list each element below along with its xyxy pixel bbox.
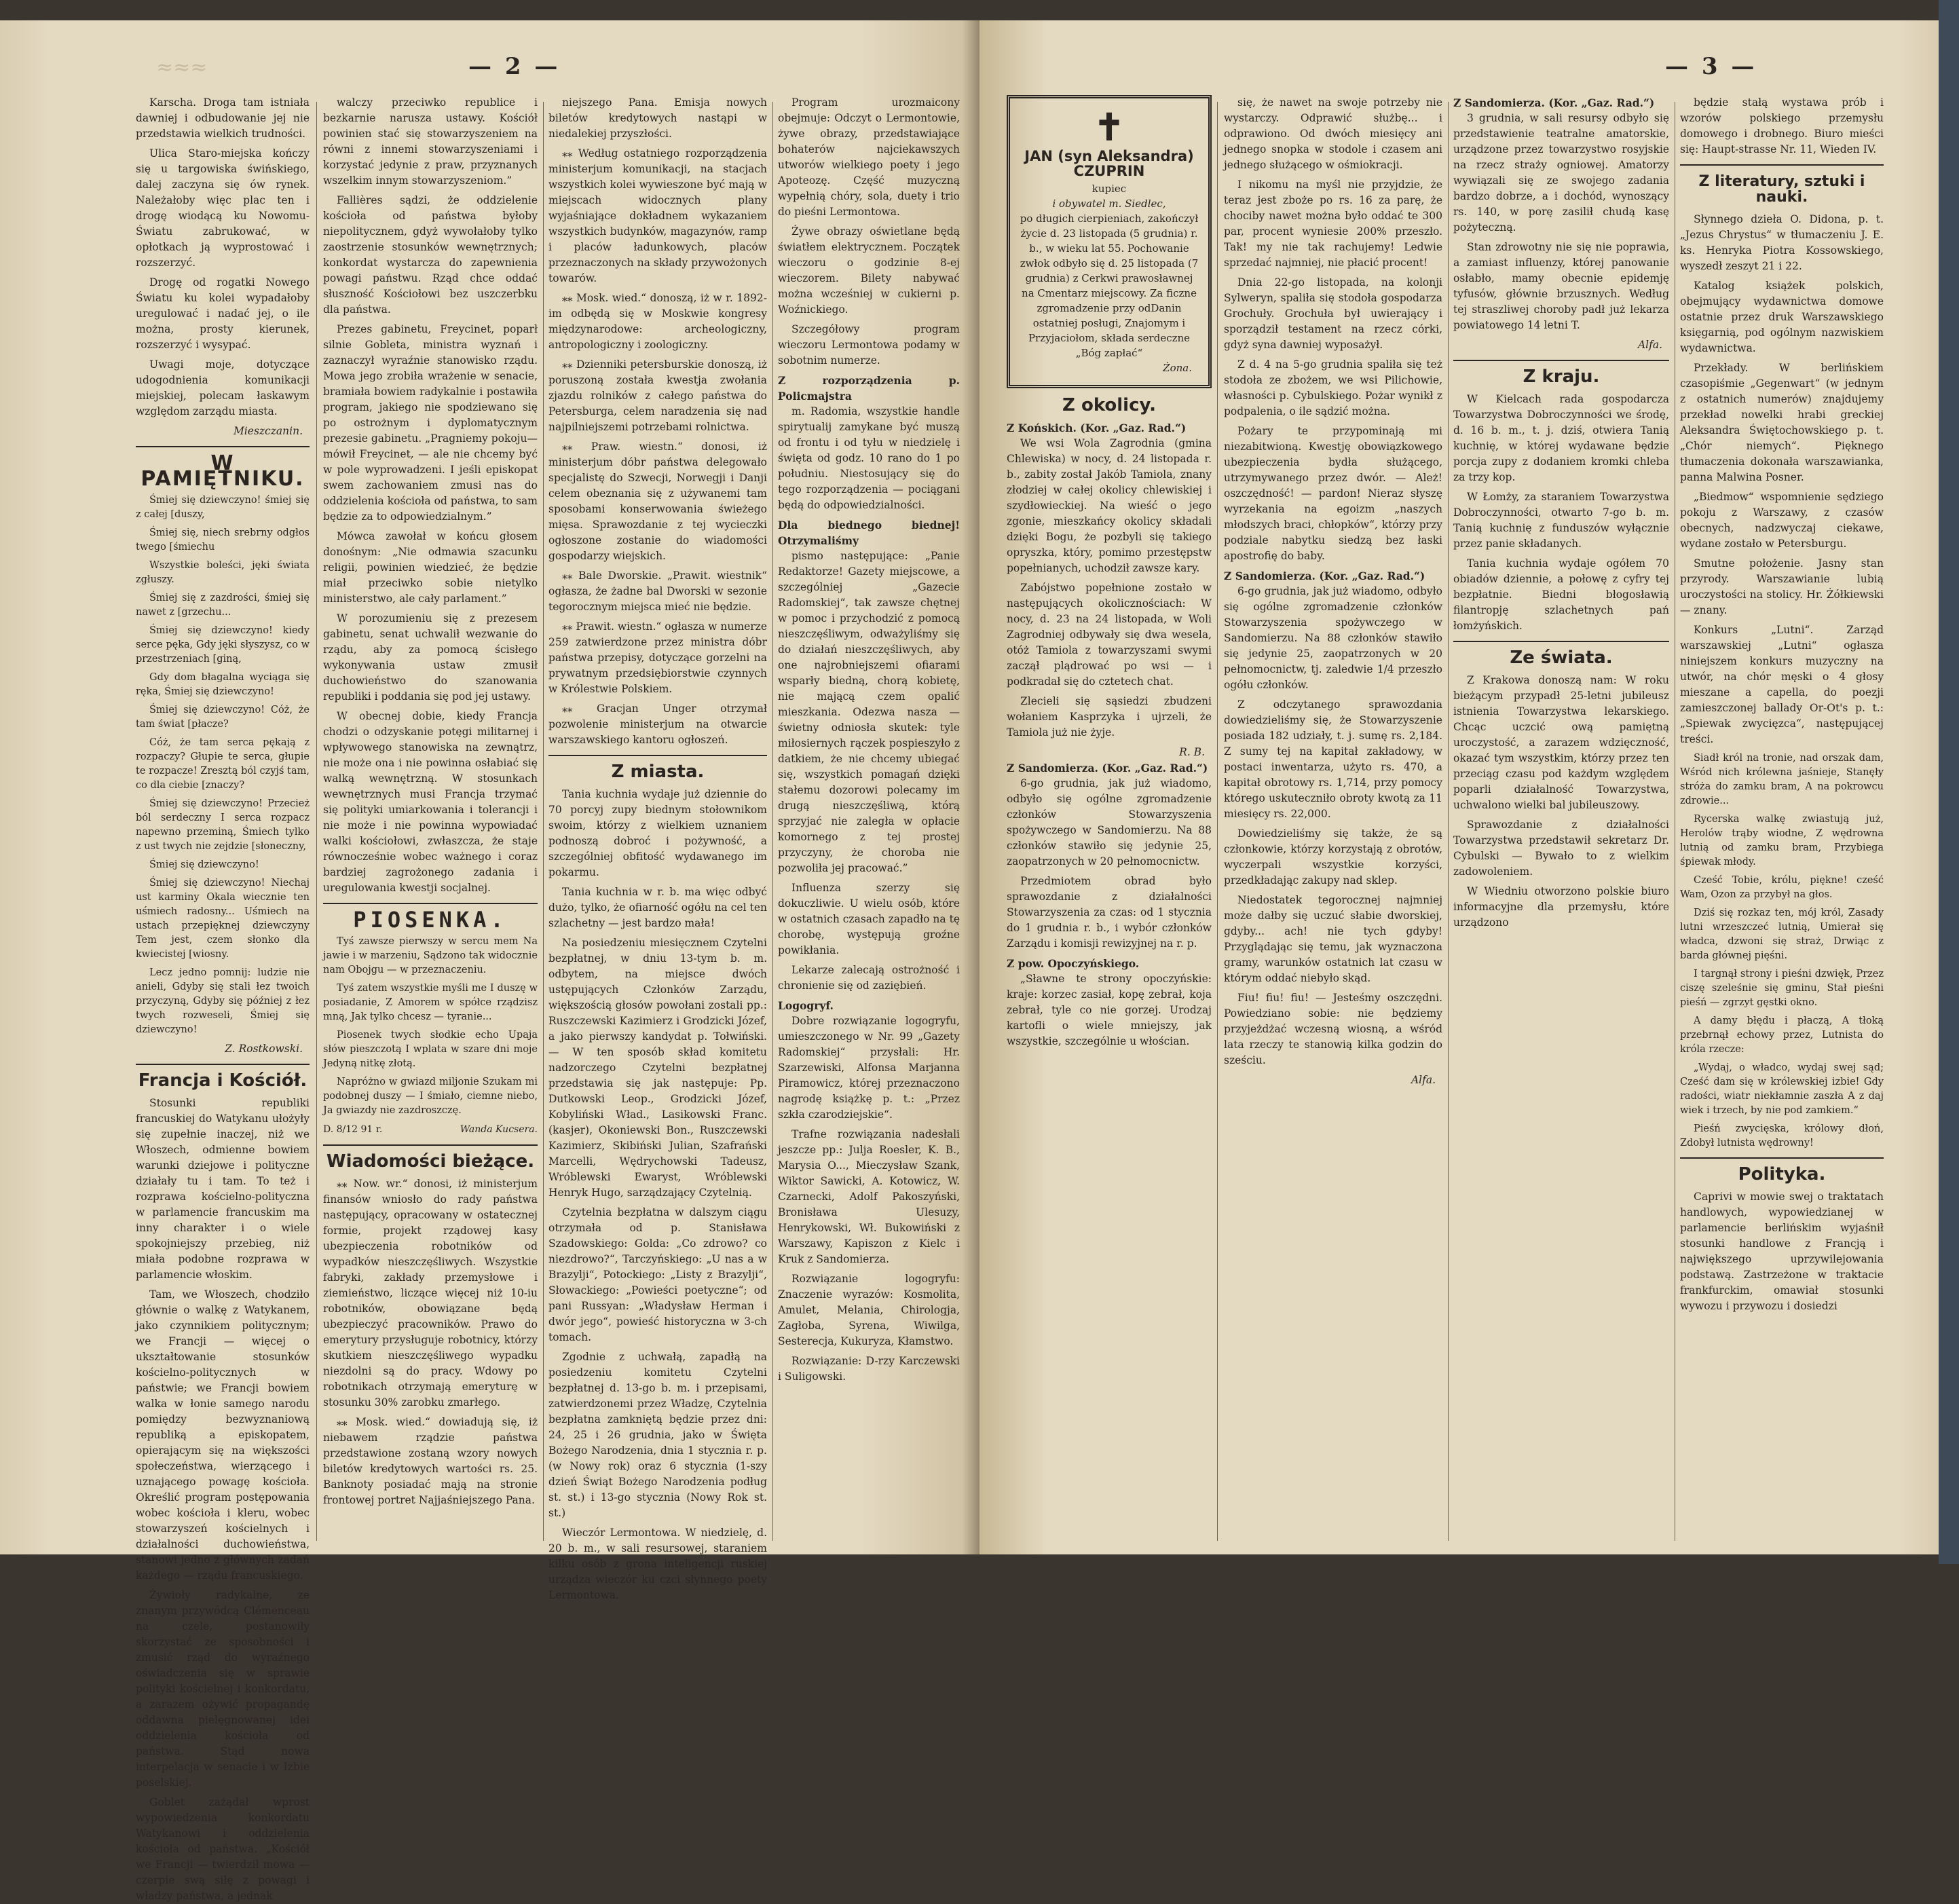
poem-stanza: Śmiej się, niech srebrny odgłos twego [śmiechu bbox=[136, 527, 310, 553]
paragraph: Tania kuchnia wydaje ogółem 70 obiadów dziennie, a połowę z cyfry tej bezpłatnie. Biedni błogosławią filantropję szlachetnych pań łomżyńskich. bbox=[1453, 557, 1669, 632]
paragraph: W obecnej dobie, kiedy Francja chodzi o odzyskanie potęgi militarnej i wpływowego stanowiska na zewnątrz, nie może ona i nie powinna osłabiać się walką wewnętrzną. W stosunkach wewnętrznych musi Francja trzymać się polityki umiarkowania i tolerancji i nie może i nie powinna wypowiadać walki kościołowi, zwłaszcza, że staje równocześnie wobec ważnego i coraz bardziej zagrożonego zadania i uregulowania kwestji socjalnej. bbox=[323, 710, 538, 894]
binding-strip bbox=[1939, 0, 1959, 1564]
divider bbox=[1453, 360, 1669, 361]
paragraph: We wsi Wola Zagrodnia (gmina Chlewiska) w nocy, d. 24 listopada r. b., zabity został Jakób Tamiola, znany złodziej w całej okolicy chlewiskiej i szydłowieckiej. Na wieść o jego zgonie, mieszkańcy okolicy składali dzięki Bogu, że pozbyli się takiego opryszka, który, pomimo przestępstw popełnianych, uchodził zawsze kary. bbox=[1007, 437, 1212, 574]
paragraph: Goblet zażądał wprost wypowiedzenia konkordatu Watykanowi i oddzielenia kościoła od państwa. „Kościół we Francji — twierdził mowa — czerpie swą siłę z powagi i władzy państwa, a jednak bbox=[136, 1796, 310, 1902]
section-heading: Z kraju. bbox=[1523, 367, 1600, 387]
column-divider bbox=[316, 102, 317, 1541]
poem-stanza: Śmiej się dziewczyno! Przecież ból serdeczny I serca rozpacz napewno przeminą, Śmiech tylko z ust twych nie zejdzie [słoneczny, bbox=[136, 798, 310, 852]
column-3 bbox=[548, 95, 767, 1601]
paragraph: walczy przeciwko republice i bezkarnie narusza ustawy. Kościół powinien stać się stowarzyszeniem na równi z innemi stowarzyszeniami i korzystać jedynie z praw, przyznanych wszelkim innym stowarzyszeniom.” bbox=[323, 96, 538, 187]
paragraph: Prezes gabinetu, Freycinet, poparł silnie Gobleta, ministra wyznań i zaznaczył wyraźnie stanowisko rządu. Mowa jego zrobiła wrażenie w senacie, bramiała bowiem radykalnie i postawiła program, jakiego nie spodziewano się po ostrożnym i dyplomatycznym prezesie gabinetu. „Pragniemy pokoju—mówił Freycinet, — ale nie chcemy być w pole wyprowadzeni. I jeśli episkopat swem zachowaniem zmusi nas do oddzielenia kościoła od państwa, to sam będzie za to odpowiedzialnym.” bbox=[323, 323, 538, 523]
paragraph: Słynnego dzieła O. Didona, p. t. „Jezus Chrystus“ w tłumaczeniu J. E. ks. Henryka Piotra Kossowskiego, wyszedł zeszyt 21 i 22. bbox=[1680, 213, 1884, 272]
subheading: Z rozporządzenia p. Policmajstra bbox=[778, 374, 960, 403]
column-1 bbox=[1007, 95, 1212, 1548]
paragraph: się, że nawet na swoje potrzeby nie wystarczy. Odprawić służbę... i odprawiono. Od dwóch miesięcy ani jednego snopka w stodole i czasem ani jednego służącego w ośmiokracji. bbox=[1224, 96, 1442, 171]
column-4 bbox=[778, 95, 960, 1548]
poem-stanza: Cóż, że tam serca pękają z rozpaczy? Głupie te serca, głupie te rozpacze! Zresztą ból czyjś tam, co dla ciebie [znaczy? bbox=[136, 737, 310, 791]
paragraph: W Wiedniu otworzono polskie biuro informacyjne dla przemysłu, które urządzono bbox=[1453, 885, 1669, 929]
song-stanza: Piosenek twych słodkie echo Upaja słów pieszczotą I wplata w szare dni moje Jedyną nitkę złotą. bbox=[323, 1030, 538, 1069]
song-stanza: Tyś zatem wszystkie myśli me I duszę w posiadanie, Z Amorem w spółce rządzisz mną, Jak tylko chcesz — tyranie... bbox=[323, 983, 538, 1022]
song-date: D. 8/12 91 r. bbox=[323, 1124, 383, 1135]
divider bbox=[323, 903, 538, 904]
subheading: Z Sandomierza. (Kor. „Gaz. Rad.“) bbox=[1007, 762, 1208, 774]
song-stanza: Napróżno w gwiazd miljonie Szukam mi podobnej duszy — I śmiało, ciemne niebo, Ja gwiazdy nie zazdroszczę. bbox=[323, 1077, 538, 1116]
paragraph: Katalog książek polskich, obejmujący wydawnictwa domowe ostatnie przez druk Warszawskiego księgarnią, pod ogólnym nazwiskiem wydawnictwa. bbox=[1680, 280, 1884, 354]
paragraph: pismo następujące: „Panie Redaktorze! Gazety miejscowe, a szczególniej „Gazecie Radomskiej“, tak zawsze chętnej w pomoc i przychodzić z pomocą nieszczęśliwym, odważyliśmy się do działań nieszczęśliwych, aby one najrobniejszemi ofiarami wsparły biedną, chorą kobietę, nie mającą czem opalić mieszkania. Odezwa nasza — świetny odniosła skutek: tyle miłosiernych rączek pospieszyło z datkiem, że nie chcemy ubiegać się, wszystkich pomagań dzięki stałemu dozorowi polecamy im drugą nieszczęśliwą, którą sprzyjać nie zaległa w opłacie komornego z tej prostej przyczyny, że choroba nie pozwoliła jej pracować.” bbox=[778, 550, 960, 874]
poem-stanza: Śmiej się dziewczyno! bbox=[149, 859, 259, 870]
paragraph: Z odczytanego sprawozdania dowiedzieliśmy się, że Stowarzyszenie posiada 182 udziały, t. j. sumę rs. 2,184. Z sumy tej na kapitał zakładowy, w postaci inwentarza, użyto rs. 470, a kapitał obrotowy rs. 1,714, przy pomocy którego uskuteczniło obroty kwotą za 11 miesięcy rs. 22,000. bbox=[1224, 698, 1442, 820]
paragraph: ⁎⁎ Now. wr.“ donosi, iż ministerjum finansów wniosło do rady państwa następujący, opracowany w ostatecznej formie, projekt rządowej kasy ubezpieczenia robotników od wypadków nieszczęśliwych. Wszystkie fabryki, zakłady przemysłowe i ziemieństwo, liczące więcej niż 10-iu robotników, obowiązane będą ubezpieczyć pracowników. Prawo do emerytury przysługuje robotnicy, którzy skutkiem nieszczęśliwego wypadku niezdolni są do pracy. Wdowy po robotnikach otrzymają emeryturę w stosunku 30% zarobku zmarłego. bbox=[323, 1178, 538, 1408]
paragraph: Caprivi w mowie swej o traktatach handlowych, wypowiedzianej w parlamencie berlińskim wyjaśnił stosunki handlowe z Francją i największego uprzywilejowania podstawą. Zastrzeżone w traktacie frankfurckim, omawiał stosunki wywozu i przywozu i dosiedzi bbox=[1680, 1191, 1884, 1312]
poem-stanza: Śmiej się dziewczyno! Cóż, że tam świat [płacze? bbox=[136, 705, 310, 730]
obituary-signature: Żona. bbox=[1163, 362, 1192, 374]
paragraph: Fallières sądzi, że oddzielenie kościoła od państwa byłoby niepolitycznem, gdyż wywołałoby tylko zaostrzenie stosunków wewnętrznych; konkordat wystarcza do zapewnienia powagi państwu. Rząd chce oddać słuszność Kościołowi bez uszczerbku dla państwa. bbox=[323, 194, 538, 316]
subheading: Z Sandomierza. (Kor. „Gaz. Rad.“) bbox=[1224, 570, 1425, 582]
poem-stanza: Dziś się rozkaz ten, mój król, Zasady lutni wrzeszczeć lutnią, Umierał się władca, dzwoni się straż, Drwiąc z barda głównej pięśni. bbox=[1680, 908, 1884, 961]
divider bbox=[136, 446, 310, 447]
paragraph: ⁎⁎ Prawit. wiestn.“ ogłasza w numerze 259 zatwierdzone przez ministra dóbr państwa przepisy, dotyczące gorzelni na prywatnym przedsiębiorstwie czynnych w Królestwie Polskiem. bbox=[548, 620, 767, 695]
paragraph: Stosunki republiki francuskiej do Watykanu ułożyły się zupełnie inaczej, niż we Włoszech, odmienne bowiem warunki dziejowe i polityczne działały tu i tam. To też i rozprawa kościelno-polityczna w parlamencie francuskim ma inny charakter i o wiele spokojniejszy przebieg, niż miała podobne rozprawa w parlamencie włoskim. bbox=[136, 1097, 310, 1281]
paragraph: 6-go grudnia, jak już wiadomo, odbyło się ogólne zgromadzenie członków Stowarzyszenia spożywczego w Sandomierzu. Na 88 członków stawiło się jedynie 25, zaopatrzonych w 20 pełnomocnictw. bbox=[1007, 777, 1212, 867]
section-heading: PIOSENKA. bbox=[353, 907, 508, 933]
paragraph: Dobre rozwiązanie logogryfu, umieszczonego w Nr. 99 „Gazety Radomskiej“ przysłali: Hr. Szarzewiski, Alfonsa Marjanna Piramowicz, której przeznaczono nagrodę książkę p. t.: „Przez szkła czarodziejskie“. bbox=[778, 1015, 960, 1121]
cross-icon: ✝ bbox=[1094, 105, 1125, 149]
poem-stanza: Śmiej się dziewczyno! śmiej się z całej [duszy, bbox=[136, 495, 310, 520]
paragraph: Z Krakowa donoszą nam: W roku bieżącym przypadł 25-letni jubileusz istnienia Towarzystwa lekarskiego. Chcąc uczcić ową pamiętną uroczystość, a zarazem wdzięczność, okazać tym wszystkim, którzy przez ten przeciąg czasu pod każdym względem poparli działalność Towarzystwa, uchwalono wielki bal jubileuszowy. bbox=[1453, 674, 1669, 811]
paragraph: Pożary te przypominają mi niezabitwioną. Kwestję obowiązkowego ubezpieczenia bydła służącego, utrzymywanego przez dwór. — Ależ! oszczędność! — pardon! Nieraz słyszę wyrzekania na egoizm „naszych młodszych braci, chłopków“, którzy przy podziale nabytku siedzą bez łaski apostrofię do baby. bbox=[1224, 425, 1442, 562]
paragraph: Tania kuchnia wydaje już dziennie do 70 porcyj zupy biednym stołownikom swoim, którzy z wielkiem uznaniem podnoszą dobroć i pożywność, a szczególniej obfitość wydawanego im pokarmu. bbox=[548, 788, 767, 878]
poem-stanza: Wszystkie boleści, jęki świata zgłuszy. bbox=[136, 560, 310, 585]
divider bbox=[1453, 641, 1669, 642]
paragraph: Zlecieli się sąsiedzi zbudzeni wołaniem Kasprzyka i ujrzeli, że Tamiola już nie żyje. bbox=[1007, 695, 1212, 739]
subheading: Dla biednego biednej! Otrzymaliśmy bbox=[778, 519, 960, 547]
paragraph: „Sławne te strony opoczyńskie: kraje: korzec zasiał, kopę zebrał, koja zebrał, tyle co nie gorzej. Urodzaj kartofli o wiele mniejszy, jak wszystkie, szczególnie u włościan. bbox=[1007, 973, 1212, 1047]
paragraph: Program urozmaicony obejmuje: Odczyt o Lermontowie, żywe obrazy, przedstawiające bohaterów najciekawszych utworów wielkiego poety i jego Apoteozę. Część muzyczną wypełnią chóry, sola, duety i trio do pieśni Lermontowa. bbox=[778, 96, 960, 218]
column-divider bbox=[543, 102, 544, 1541]
right-page bbox=[980, 20, 1939, 1554]
signature: Mieszczanin. bbox=[233, 425, 303, 437]
paragraph: Tam, we Włoszech, chodziło głównie o walkę z Watykanem, jako czynnikiem politycznym; we Francji — więcej o ukształtowanie stosunków kościelno-politycznych w państwie; we Francji bowiem walka w łonie samego narodu pomiędzy bezwyznaniową republiką a episkopatem, opierającym się na większości społeczeństwa, wierzącego i uznającego powagę kościoła. Określić program postępowania wobec kościoła i kleru, wobec stowarzyszeń kościelnych i działalności duchowieństwa, stanowi jedno z głównych zadań każdego — rządu francuskiego. bbox=[136, 1288, 310, 1582]
divider bbox=[1680, 164, 1884, 166]
poem-stanza: I targnął strony i pieśni dzwięk, Przez ciszę szeleśnie się gminu, Stał pieśni pieśń — zgrzyt gęstki okno. bbox=[1680, 969, 1884, 1008]
paragraph: 6-go grudnia, jak już wiadomo, odbyło się ogólne zgromadzenie członków Stowarzyszenia spożywczego w Sandomierzu. Na 88 członków stawiło się jedynie 25, zaopatrzonych w 20 pełnomocnictw, tj. zaledwie 1/4 przeszło ogółu członków. bbox=[1224, 585, 1442, 691]
paragraph: Dowiedzieliśmy się także, że są członkowie, którzy korzystają z obrotów, wyczerpali wszystkie korzyści, przedkładając zakupy nad sklep. bbox=[1224, 827, 1442, 886]
paragraph: ⁎⁎ Mosk. wied.“ dowiadują się, iż niebawem rządzie państwa przedstawione zostaną wzory nowych biletów kredytowych wartości rs. 25. Banknoty posiadać mają na stronie frontowej portret Najjaśniejszego Pana. bbox=[323, 1416, 538, 1506]
column-1 bbox=[136, 95, 310, 1902]
paragraph: „Biedmow“ wspomnienie sędziego pokoju z Warszawy, z czasów obecnych, nadzwyczaj ciekawe, wydane zostało w Petersburgu. bbox=[1680, 491, 1884, 550]
paragraph: Przekłady. W berlińskiem czasopiśmie „Gegenwart“ (w jednym z ostatnich numerów) znajdujemy przekład nowelki hrabi greckiej Aleksandra Świętochowskiego p. t. „Chór niemych“. Pięknego tłumaczenia dokonała warszawianka, panna Malwina Posner. bbox=[1680, 362, 1884, 483]
paragraph: Smutne położenie. Jasny stan przyrody. Warszawianie lubią uroczystości na stolicy. Hr. Żółkiewski — znany. bbox=[1680, 557, 1884, 616]
paragraph: Żywioły radykalne, ze znanym przywódcą Clémenceau na czele, postanowiły skorzystać ze sposobności i zmusić rząd do wyraźnego oświadczenia się w sprawie polityki kościelnej i konkordatu, a zarazem ożywić propagandę oddawna pielęgnowanej idei oddzielenia kościoła od państwa. Stąd nowa interpelacja w senacie i w Izbie poselskiej. bbox=[136, 1589, 310, 1789]
signature: Z. Rostkowski. bbox=[225, 1043, 303, 1055]
paragraph: m. Radomia, wszystkie handle spirytualij zamykane być muszą od frontu i od tyłu w niedzielę i święta od godz. 10 rano do 1 po południu. Niestosujący się do tego rozporządzenia — pociągani będą do odpowiedzialności. bbox=[778, 405, 960, 511]
poem-stanza: Śmiej się z zazdrości, śmiej się nawet z [grzechu... bbox=[136, 593, 310, 618]
column-2 bbox=[323, 95, 538, 1548]
left-page bbox=[0, 20, 980, 1902]
column-2 bbox=[1224, 95, 1442, 1548]
bleed-through-text: ≈≈≈ bbox=[156, 56, 208, 79]
paragraph: Zgodnie z uchwałą, zapadłą na posiedzeniu komitetu Czytelni bezpłatnej d. 13-go b. m. i przepisami, zatwierdzonemi przez Władzę, Czytelnia bezpłatna zamkniętą będzie przez dni: 24, 25 i 26 grudnia, jako w Święta Bożego Narodzenia, dnia 1 stycznia r. p. (w Nowy rok) oraz 6 stycznia (1-szy dzień Świąt Bożego Narodzenia podług st. st.) i 13-go stycznia (Nowy Rok st. st.) bbox=[548, 1351, 767, 1519]
paragraph: Karscha. Droga tam istniała dawniej i odbudowanie jej nie przedstawia wielkich trudności. bbox=[136, 96, 310, 140]
subheading: Logogryf. bbox=[778, 999, 834, 1012]
section-heading: Polityka. bbox=[1738, 1164, 1826, 1184]
section-heading: Francja i Kościół. bbox=[138, 1070, 307, 1091]
signature: R. B. bbox=[1179, 746, 1205, 758]
paragraph: 3 grudnia, w sali resursy odbyło się przedstawienie teatralne amatorskie, urządzone przez towarzystwo rosyjskie na rzecz straży ogniowej. Amatorzy wywiązali się ze swojego zadania bardzo dobrze, a i dochód, wynoszący rs. 140, w porę zasilił chudą kasę pożyteczną. bbox=[1453, 112, 1669, 234]
poem-stanza: „Wydaj, o władco, wydaj swej sąd; Cześć dam się w królewskiej izbie! Gdy radości, wiatr niekłamnie zaszła A z daj wiek i trzech, by nie pod zamkiem.“ bbox=[1680, 1062, 1884, 1116]
signature: Wanda Kucsera. bbox=[460, 1124, 538, 1135]
paragraph: ⁎⁎ Mosk. wied.“ donoszą, iż w r. 1892-im odbędą się w Moskwie kongresy międzynarodowe: archeologiczny, antropologiczny i zoologiczny. bbox=[548, 292, 767, 351]
poem-stanza: Cześć Tobie, królu, piękne! cześć Wam, Ozon za przybył na głos. bbox=[1680, 875, 1884, 900]
signature: Alfa. bbox=[1411, 1074, 1436, 1086]
song-stanza: Tyś zawsze pierwszy w sercu mem Na jawie i w marzeniu, Sądzono tak widocznie nam Obojgu — w przeznaczeniu. bbox=[323, 936, 538, 975]
column-3 bbox=[1453, 95, 1669, 1548]
paragraph: W porozumieniu się z prezesem gabinetu, senat uchwalił wezwanie do rządu, aby za pomocą ścisłego wykonywania ustaw zmusił duchowieństwo do szanowania republiki i poddania się pod jej ustawy. bbox=[323, 612, 538, 703]
signature: Alfa. bbox=[1637, 339, 1662, 351]
divider bbox=[1680, 1157, 1884, 1159]
section-heading: Wiadomości bieżące. bbox=[326, 1151, 535, 1172]
paragraph: Lekarze zalecają ostrożność i chronienie się od zaziębień. bbox=[778, 964, 960, 992]
obituary-text: po długich cierpieniach, zakończył życie d. 23 listopada (5 grudnia) r. b., w wieku lat 55. Pochowanie zwłok odbyło się d. 25 listopada (7 grudnia) z Cerkwi prawosławnej na Cmentarz miejscowy. Za ficzne zgromadzenie przy odDanin ostatniej posługi, Znajomym i Przyjaciołom, składa serdeczne „Bóg zapłać“ bbox=[1020, 212, 1199, 359]
section-heading: Ze świata. bbox=[1510, 648, 1613, 668]
divider bbox=[323, 1144, 538, 1146]
paragraph: ⁎⁎ Bale Dworskie. „Prawit. wiestnik“ ogłasza, że żadne bal Dworski w sezonie tegorocznym miejsca mieć nie będzie. bbox=[548, 570, 767, 613]
paragraph: Tania kuchnia w r. b. ma więc odbyć dużo, tylko, że ofiarność ogółu na cel ten szlachetny — jest bardzo mała! bbox=[548, 886, 767, 929]
paragraph: Dnia 22-go listopada, na kolonji Sylweryn, spaliła się stodoła gospodarza Grochuły. Grochuła był uwierający i sporządził testament na rzecz córki, gdyż syna dawniej wyposażył. bbox=[1224, 276, 1442, 351]
subheading: Z Końskich. (Kor. „Gaz. Rad.“) bbox=[1007, 422, 1187, 434]
section-heading: W PAMIĘTNIKU. bbox=[141, 451, 305, 491]
paragraph: W Łomży, za staraniem Towarzystwa Dobroczynności, otwarto 7-go b. m. Tanią kuchnię z funduszów wyłącznie przez panie składanych. bbox=[1453, 491, 1669, 550]
poem-stanza: Śmiej się dziewczyno! kiedy serce pęka, Gdy jęki słyszysz, co w przestrzeniach [giną, bbox=[136, 625, 310, 665]
paragraph: W Kielcach rada gospodarcza Towarzystwa Dobroczynności we środę, d. 16 b. m., t. j. dziś, otwiera Tanią kuchnię, w której wydawane będzie porcja zupy z dodaniem kromki chleba za trzy kop. bbox=[1453, 393, 1669, 483]
paragraph: ⁎⁎ Praw. wiestn.“ donosi, iż ministerjum dóbr państwa delegowało specjalistę do Szwecji, Norwegji i Danji celem obeznania się z używanemi tam sposobami konserwowania świeżego mięsa. Sprawozdanie z tej wycieczki ogłoszone zostanie do wiadomości gospodarzy wiejskich. bbox=[548, 441, 767, 562]
column-4 bbox=[1680, 95, 1884, 1548]
paragraph: Rozwiązanie: D-rzy Karczewski i Suligowski. bbox=[778, 1355, 960, 1383]
paragraph: Konkurs „Lutni“. Zarząd warszawskiej „Lutni“ ogłasza niniejszem konkurs muzyczny na utwór, na chór męski o 4 głosy mieszane a capella, do poezji zamieszczonej ballady Or-Ot's p. t.: „Spiewak zwycięzca“, następującej treści. bbox=[1680, 624, 1884, 745]
obituary-name: JAN (syn Aleksandra) CZUPRIN bbox=[1024, 148, 1194, 179]
paragraph: Żywe obrazy oświetlane będą światłem elektrycznem. Początek wieczoru o godzinie 8-ej wieczorem. Bilety nabywać można wcześniej w cukierni p. Woźnickiego. bbox=[778, 225, 960, 316]
paragraph: Ulica Staro-miejska kończy się u targowiska świńskiego, dalej zaczyna się ów rynek. Należałoby więc plac ten i drogę wiodącą ku Nowomu-Światu zabrukować, w opłotkach ją wyprostować i rozszerzyć. bbox=[136, 147, 310, 269]
paragraph: Wieczór Lermontowa. W niedzielę, d. 20 b. m., w sali resursowej, staraniem kilku osób z grona inteligencji ruskiej urządza wieczór ku czci słynnego poety Lermontowa. bbox=[548, 1527, 767, 1601]
obituary-role: kupiec bbox=[1092, 183, 1127, 195]
section-heading: Z okolicy. bbox=[1062, 395, 1156, 415]
paragraph: Na posiedzeniu miesięcznem Czytelni bezpłatnej, w dniu 13-tym b. m. odbytem, na miejsce dwóch ustępujących Członków Zarządu, większością głosów powołani zostali pp.: Ruszczewski Kazimierz i Grodzicki Józef, a jako pierwszy kandydat p. Tołwiński. — W ten sposób skład komitetu nadzorczego Czytelni bezpłatnej przedstawia się jak następuje: Pp. Dutkowski Leop., Grodzicki Józef, Kobyliński Wład., Lasikowski Franc. (kasjer), Okoniewski Bon., Ruszczewski Kazimierz, Skibiński Julian, Szafrański Marcelli, Wędrychowski Tadeusz, Wróblewski Ewaryst, Wróblewski Henryk Hugo, sarządzający Czytelnią. bbox=[548, 937, 767, 1199]
paragraph: Mówca zawołał w końcu głosem donośnym: „Nie odmawia szacunku religii, powinien wiedzieć, że będzie miał przeciwko sobie nietylko ministerstwo, ale cały parlament.” bbox=[323, 530, 538, 605]
paragraph: Drogę od rogatki Nowego Światu ku kolei wypadałoby uregulować i nadać jej, o ile można, prosty kierunek, rozszerzyć i wysypać. bbox=[136, 276, 310, 351]
poem-stanza: Siadł król na tronie, nad orszak dam, Wśród nich królewna jaśnieje, Stanęły stróża do zamku bram, A na pokrowcu zdrowie... bbox=[1680, 753, 1884, 806]
paragraph: Influenza szerzy się dokuczliwie. U wielu osób, które w ostatnich czasach zapadło na tę chorobę, występują groźne powikłania. bbox=[778, 882, 960, 956]
subheading: Z Sandomierza. (Kor. „Gaz. Rad.“) bbox=[1453, 96, 1655, 109]
obituary-city: i obywatel m. Siedlec, bbox=[1052, 198, 1166, 210]
paragraph: Niedostatek tegorocznej najmniej może dałby się uczuć słabie dworskiej, gdyby... ach! nie tych gdyby! Przyglądając się temu, jak wyznaczona gramy, warunków ostatnich lat czasu w którym oddać niebyło skąd. bbox=[1224, 894, 1442, 984]
poem-stanza: Gdy dom błagalna wyciąga się ręka, Śmiej się dziewczyno! bbox=[136, 672, 310, 697]
paragraph: Uwagi moje, dotyczące udogodnienia komunikacji miejskiej, polecam łaskawym względom zarządu miasta. bbox=[136, 358, 310, 417]
section-heading: Z literatury, sztuki i nauki. bbox=[1698, 173, 1865, 206]
poem-stanza: Pieśń zwycięska, królowy dłoń, Zdobył lutnista wędrowny! bbox=[1680, 1123, 1884, 1149]
poem-stanza: Rycerska walkę zwiastują już, Herolów trąby wiodne, Z wędrowna lutnią od zamku bram, Przybiega śpiewak młody. bbox=[1680, 814, 1884, 867]
column-divider bbox=[1217, 102, 1218, 1541]
paragraph: ⁎⁎ Według ostatniego rozporządzenia ministerjum komunikacji, na stacjach wszystkich kolei wywieszone być mają w miejscach widocznych plany wyjaśniające dokładnem wykazaniem wszystkich budynków, magazynów, ramp i placów ładunkowych, placów przeznaczonych na składy przywożonych towarów. bbox=[548, 147, 767, 284]
paragraph: Fiu! fiu! fiu! — Jesteśmy oszczędni. Powiedziano sobie: nie będziemy przyjeżdżać wczesną wiosną, a wśród lata rzeczy te stanowią kilka godzin do sześciu. bbox=[1224, 992, 1442, 1066]
paragraph: Z d. 4 na 5-go grudnia spaliła się też stodoła ze zbożem, we wsi Pilichowie, własności p. Cybulskiego. Pożar wynikł z podpalenia, o ile sądzić można. bbox=[1224, 358, 1442, 417]
divider bbox=[548, 755, 767, 756]
paragraph: ⁎⁎ Gracjan Unger otrzymał pozwolenie ministerjum na otwarcie warszawskiego kantoru ogłoszeń. bbox=[548, 703, 767, 746]
obituary-box bbox=[1007, 95, 1212, 388]
paragraph: Czytelnia bezpłatna w dalszym ciągu otrzymała od p. Stanisława Szadowskiego: Golda: „Co zdrowo? co niezdrowo?“, Tarczyńskiego: „U nas a w Brazylji“, Potockiego: „Listy z Brazylji“, Słowackiego: „Powieści poetyczne“; od pani Russyan: „Władysław Herman i dwór jego“, powieść historyczna w 3-ch tomach. bbox=[548, 1206, 767, 1343]
poem-stanza: Lecz jedno pomnij: ludzie nie anieli, Gdyby się stali łez twoich przyczyną, Gdyby się później z łez twych rozweseli, Śmiej się dziewczyno! bbox=[136, 967, 310, 1035]
paragraph: będzie stałą wystawa prób i wzorów polskiego przemysłu domowego i drobnego. Biuro mieści się: Haupt-strasse Nr. 11, Wieden IV. bbox=[1680, 96, 1884, 155]
paragraph: Rozwiązanie logogryfu: Znaczenie wyrazów: Kosmolita, Amulet, Melania, Chirologja, Zagłoba, Syrena, Wiwilga, Sesterecja, Kukuryza, Kłamstwo. bbox=[778, 1273, 960, 1347]
section-heading: Z miasta. bbox=[611, 762, 705, 782]
paragraph: niejszego Pana. Emisja nowych biletów kredytowych nastąpi w niedalekiej przyszłości. bbox=[548, 96, 767, 140]
paragraph: Zabójstwo popełnione zostało w następujących okolicznościach: W nocy, d. 23 na 24 listopada, w Woli Zagrodniej odbywały się dwa wesela, otóż Tamiola z towarzyszami swymi zaczął plądrować po wsi — i podkradał się do cztetech chat. bbox=[1007, 582, 1212, 688]
subheading: Z pow. Opoczyńskiego. bbox=[1007, 957, 1140, 970]
divider bbox=[136, 1064, 310, 1065]
column-divider bbox=[1448, 102, 1449, 1541]
paragraph: Trafne rozwiązania nadesłali jeszcze pp.: Julja Roesler, K. B., Marysia O..., Mieczysław Szank, Wiktor Sawicki, A. Kotowicz, W. Czarnecki, Adolf Pakoszyński, Bronisława Ulesuzy, Henrykowski, Wł. Bukowiński z Warszawy, Kapiszon z Kielc i Kruk z Sandomierza. bbox=[778, 1128, 960, 1265]
paragraph: Stan zdrowotny nie się nie poprawia, a zamiast influenzy, której panowanie osłabło, mamy obecnie epidemję tyfusów, głównie brzusznych. Według tej straszliwej choroby padł już lekarza powiatowego 14 letni T. bbox=[1453, 241, 1669, 331]
paragraph: Przedmiotem obrad było sprawozdanie z działalności Stowarzyszenia za czas: od 1 stycznia do 1 grudnia r. b., i wybór członków Zarządu i komisji rewizyjnej na r. p. bbox=[1007, 875, 1212, 950]
column-divider bbox=[772, 102, 773, 1541]
paragraph: Szczegółowy program wieczoru Lermontowa podamy w sobotnim numerze. bbox=[778, 323, 960, 367]
paragraph: ⁎⁎ Dzienniki petersburskie donoszą, iż poruszoną została kwestja zwołania zjazdu rolników z całego państwa do Petersburga, celem naradzenia się nad najpilniejszemi potrzebami rolnictwa. bbox=[548, 358, 767, 433]
page-number: — 3 — bbox=[1665, 53, 1757, 80]
song-footer bbox=[323, 1122, 538, 1138]
paragraph: I nikomu na myśl nie przyjdzie, że teraz jest zboże po rs. 16 za parę, że chociby nawet można było oddać te 300 par, procent wyniesie 200% przeszło. Tak! my nie tak rachujemy! Ledwie sprzedać najmniej, nie płacić procent! bbox=[1224, 179, 1442, 269]
poem-stanza: Śmiej się dziewczyno! Niechaj ust karminy Okala wiecznie ten uśmiech radosny... Uśmiech na ustach przepięknej dziewczyny Tem jest, czem słonko dla kwiecistej [wiosny. bbox=[136, 878, 310, 960]
poem-stanza: A damy błędu i płaczą, A tłoką przebrnął echowy przez, Lutnista do króla rzecze: bbox=[1680, 1015, 1884, 1055]
paragraph: Sprawozdanie z działalności Towarzystwa przedstawił sekretarz Dr. Cybulski — Bywało to z wielkim zadowoleniem. bbox=[1453, 819, 1669, 878]
page-number: — 2 — bbox=[468, 53, 561, 80]
